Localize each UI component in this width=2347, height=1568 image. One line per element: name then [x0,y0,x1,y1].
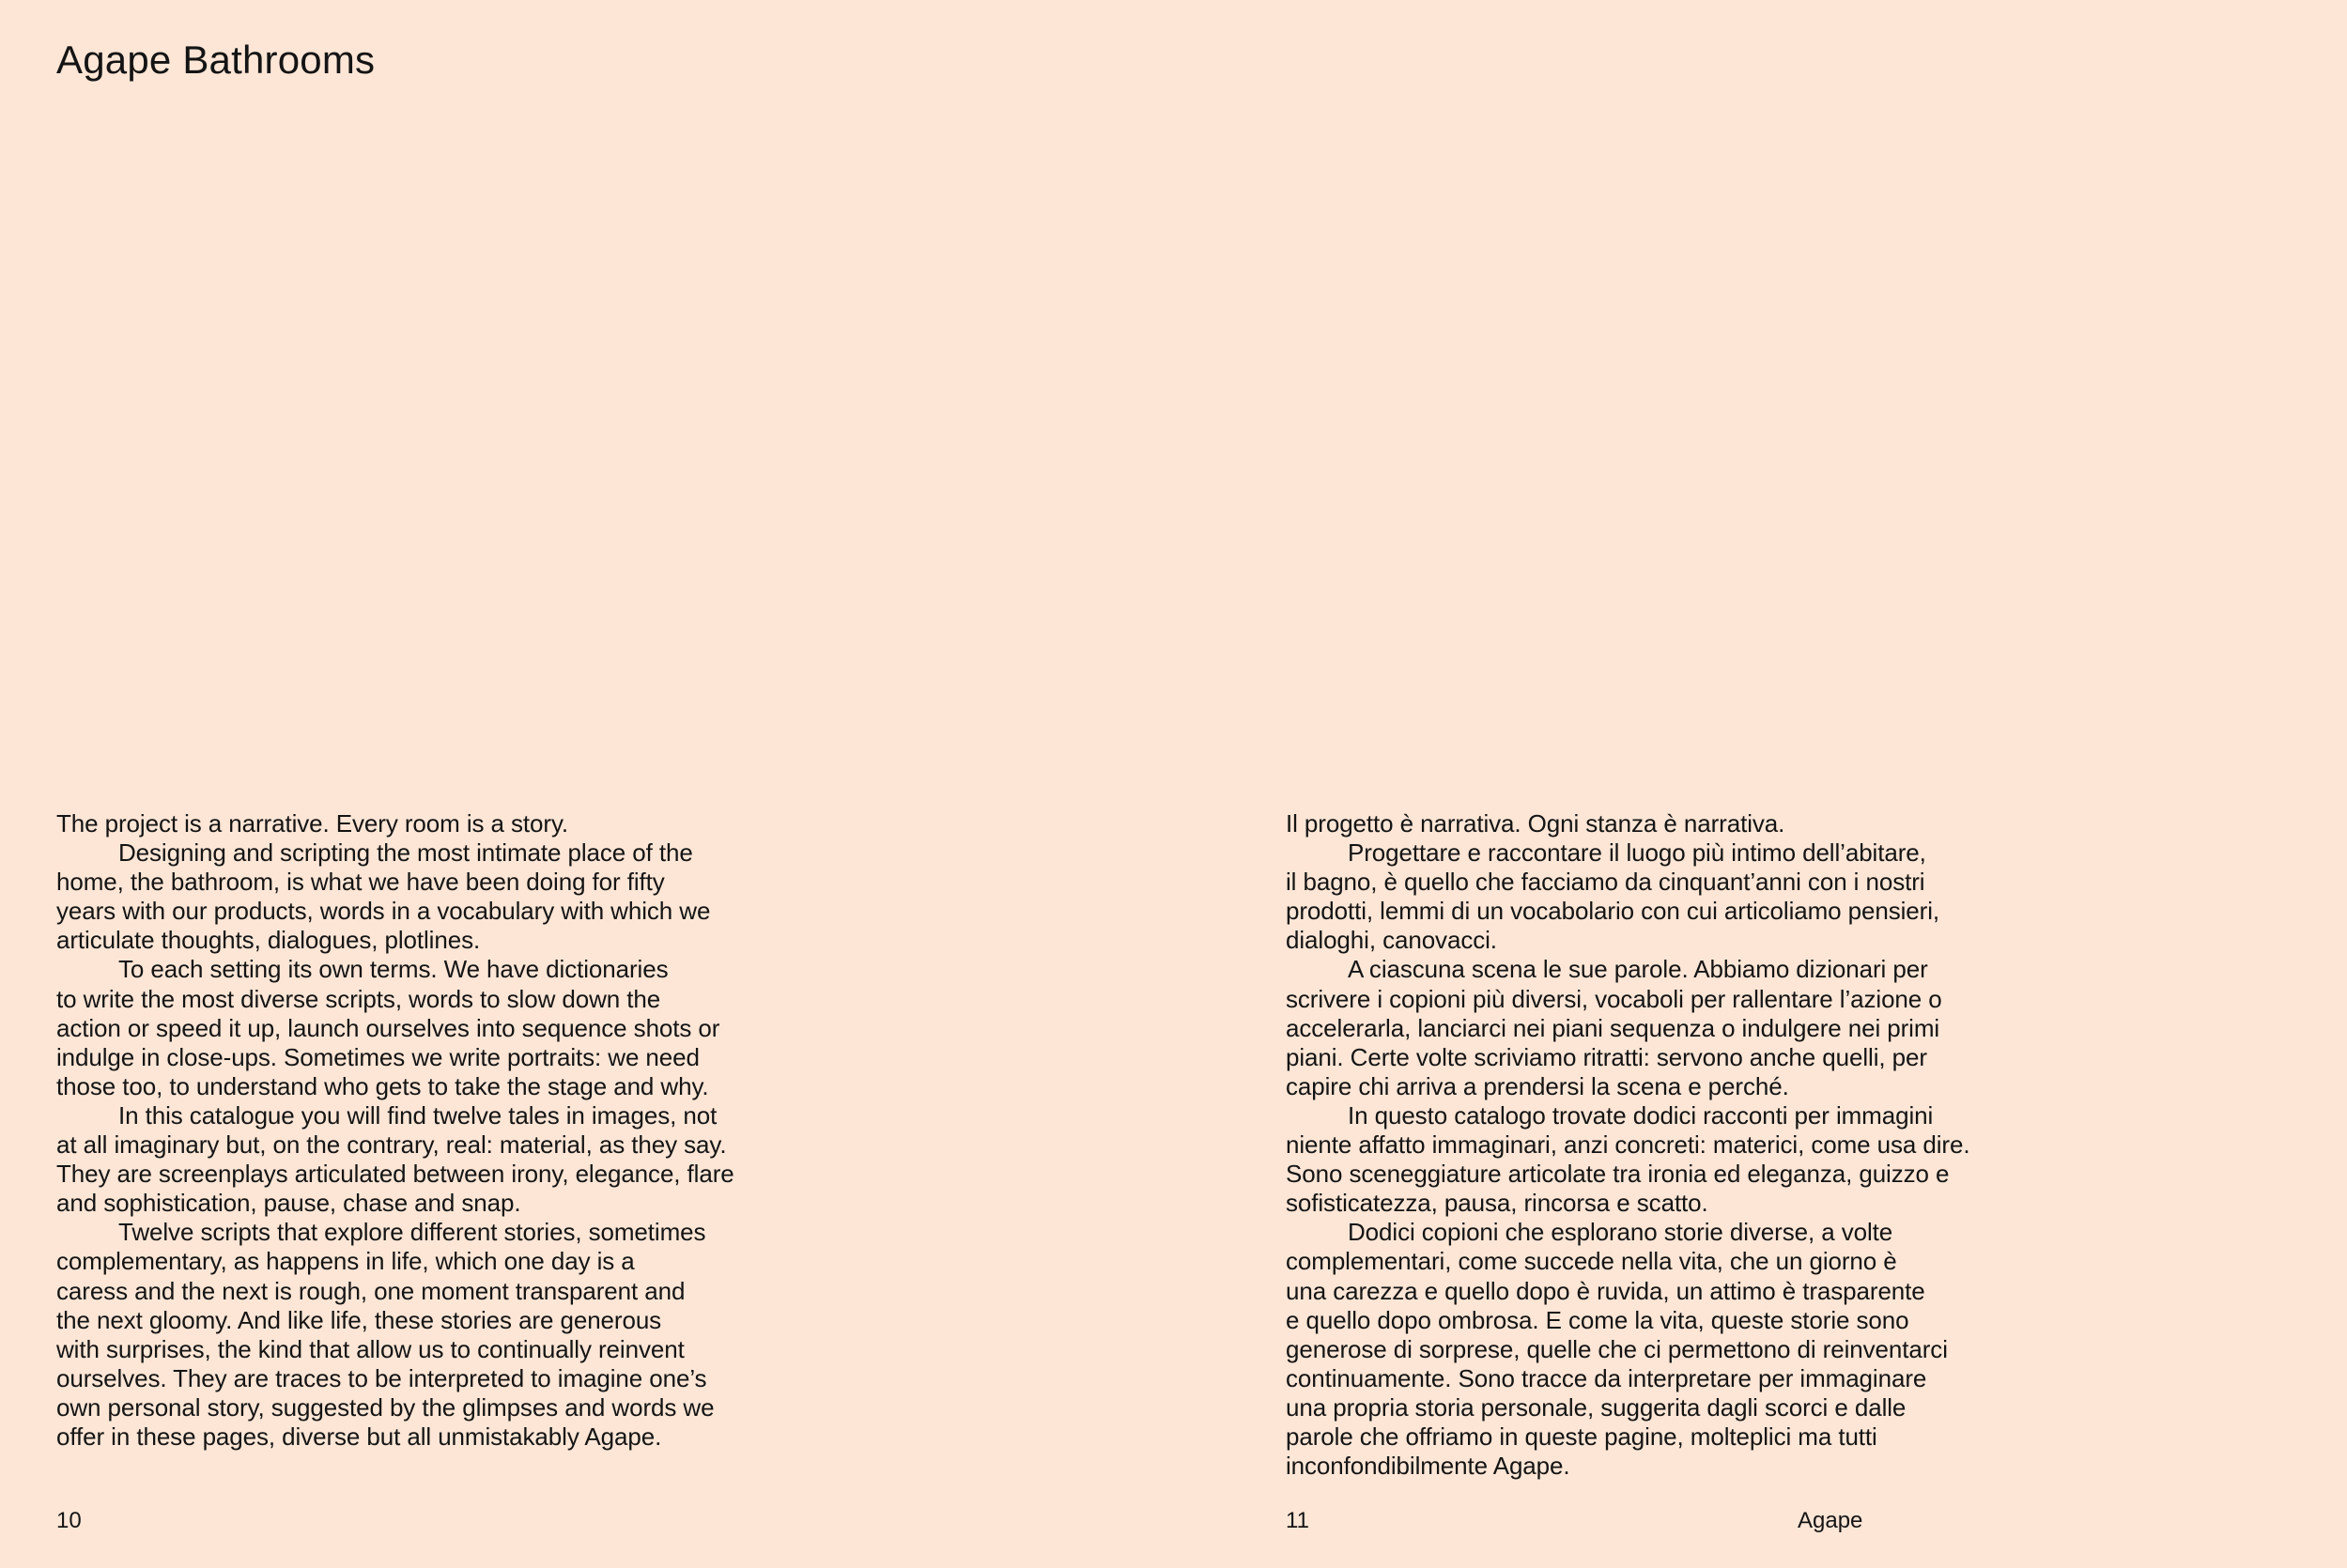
text-line: The project is a narrative. Every room is a story. [56,809,569,838]
text-line: ourselves. They are traces to be interpreted to imagine one’s [56,1363,707,1392]
text-line: niente affatto immaginari, anzi concreti: materici, come usa dire. [1286,1130,1970,1160]
text-line: Twelve scripts that explore different stories, sometimes [118,1218,706,1247]
text-line: own personal story, suggested by the glimpses and words we [56,1392,715,1422]
text-line: In questo catalogo trovate dodici racconti per immagini [1348,1100,1934,1130]
text-line: parole che offriamo in queste pagine, molteplici ma tutti [1286,1422,1877,1451]
text-line: Il progetto è narrativa. Ogni stanza è narrativa. [1286,809,1785,838]
text-line: piani. Certe volte scriviamo ritratti: servono anche quelli, per [1286,1042,1927,1071]
text-line: and sophistication, pause, chase and snap. [56,1189,521,1218]
text-line: articulate thoughts, dialogues, plotlines. [56,926,481,955]
text-line: accelerarla, lanciarci nei piani sequenza o indulgere nei primi [1286,1013,1940,1042]
text-line: complementari, come succede nella vita, che un giorno è [1286,1247,1897,1276]
text-line: inconfondibilmente Agape. [1286,1452,1570,1481]
text-line: offer in these pages, diverse but all unmistakably Agape. [56,1422,662,1451]
text-line: the next gloomy. And like life, these stories are generous [56,1305,662,1334]
text-line: una propria storia personale, suggerita dagli scorci e dalle [1286,1392,1907,1422]
text-line: prodotti, lemmi di un vocabolario con cui articoliamo pensieri, [1286,897,1940,926]
text-line: To each setting its own terms. We have dictionaries [118,955,669,984]
text-line: dialoghi, canovacci. [1286,926,1497,955]
right-page-number: 11 [1286,1508,1309,1533]
text-line: Designing and scripting the most intimate place of the [118,838,693,868]
text-line: years with our products, words in a vocabulary with which we [56,897,711,926]
text-line: Sono sceneggiature articolate tra ironia ed eleganza, guizzo e [1286,1160,1950,1189]
text-line: home, the bathroom, is what we have been doing for fifty [56,868,665,897]
text-line: capire chi arriva a prendersi la scena e perché. [1286,1071,1789,1100]
text-line: generose di sorprese, quelle che ci permettono di reinventarci [1286,1334,1948,1363]
text-line: They are screenplays articulated between irony, elegance, flare [56,1160,734,1189]
text-line: sofisticatezza, pausa, rincorsa e scatto. [1286,1189,1708,1218]
text-line: those too, to understand who gets to take the stage and why. [56,1071,709,1100]
left-page-number: 10 [56,1508,82,1533]
text-line: Dodici copioni che esplorano storie diverse, a volte [1348,1218,1893,1247]
page-title: Agape Bathrooms [56,38,376,82]
text-line: indulge in close-ups. Sometimes we write portraits: we need [56,1042,700,1071]
text-line: Progettare e raccontare il luogo più intimo dell’abitare, [1348,838,1926,868]
text-line: continuamente. Sono tracce da interpretare per immaginare [1286,1363,1927,1392]
italian-text-column [1286,809,2056,1481]
text-line: A ciascuna scena le sue parole. Abbiamo dizionari per [1348,955,1928,984]
english-text-column [56,809,808,1452]
text-line: with surprises, the kind that allow us to continually reinvent [56,1334,685,1363]
text-line: e quello dopo ombrosa. E come la vita, queste storie sono [1286,1305,1909,1334]
text-line: complementary, as happens in life, which one day is a [56,1247,635,1276]
text-line: to write the most diverse scripts, words to slow down the [56,984,661,1013]
text-line: In this catalogue you will find twelve tales in images, not [118,1100,718,1130]
footer-brand: Agape [1798,1508,1863,1533]
text-line: scrivere i copioni più diversi, vocaboli per rallentare l’azione o [1286,984,1942,1013]
text-line: il bagno, è quello che facciamo da cinquant’anni con i nostri [1286,868,1925,897]
text-line: caress and the next is rough, one moment transparent and [56,1276,686,1305]
text-line: action or speed it up, launch ourselves into sequence shots or [56,1013,720,1042]
text-line: una carezza e quello dopo è ruvida, un attimo è trasparente [1286,1276,1925,1305]
text-line: at all imaginary but, on the contrary, real: material, as they say. [56,1130,727,1160]
